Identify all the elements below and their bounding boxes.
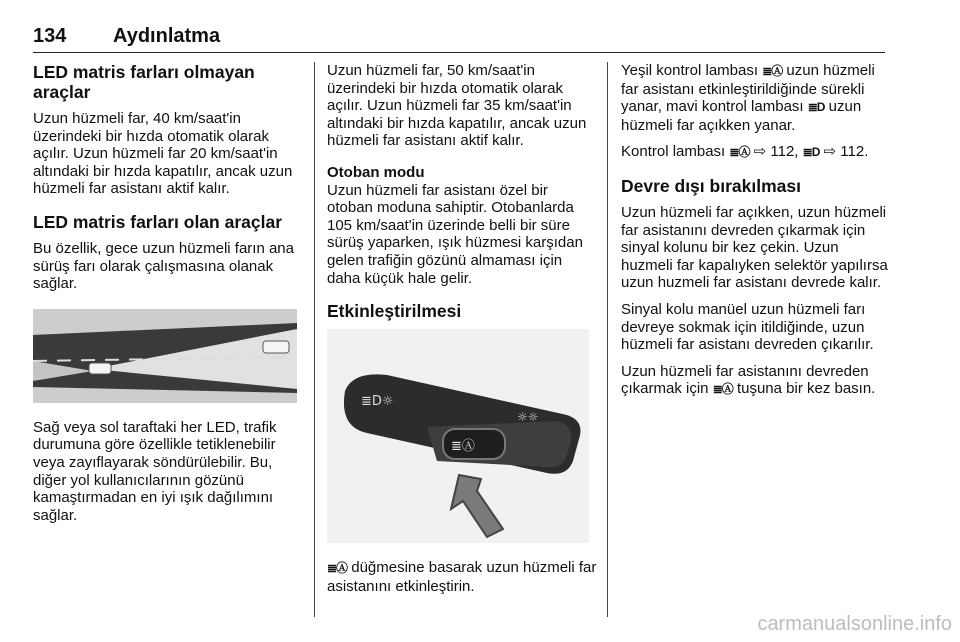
heading-led-matrix: LED matris farları olan araçlar bbox=[33, 211, 282, 232]
page-reference-link[interactable]: 112. bbox=[840, 143, 869, 161]
text-span: düğmesine basarak uzun hüzmeli far asistanını etkinleştirin. bbox=[327, 559, 597, 595]
high-beam-indicator-icon: ≣D bbox=[802, 145, 820, 160]
assist-button-icon: ≣Ⓐ bbox=[327, 561, 348, 576]
assist-indicator-icon: ≣Ⓐ bbox=[762, 64, 783, 78]
paragraph: Sağ veya sol taraftaki her LED, trafik durumuna göre özellikle tetiklenebilir veya zayıflayarak söndürülebilir. Bu, diğer yol kullanıcılarının gözünü kamaştırmadan en iyi ışık dağılımını sağlar. bbox=[33, 418, 277, 524]
high-beam-indicator-icon: ≣D bbox=[807, 100, 825, 115]
paragraph: Uzun hüzmeli far, 50 km/saat'in üzerindeki bir hızda otomatik olarak açılır. Uzun hüzmeli far 35 km/saat'in altındaki bir hızda kapatılır, ancak uzun hüzmeli far asistanı aktif kalır. bbox=[327, 62, 587, 150]
page-reference-icon: ⇨ bbox=[823, 143, 837, 161]
road-illustration bbox=[33, 309, 297, 403]
paragraph: Uzun hüzmeli far, 40 km/saat'in üzerindeki bir hızda otomatik olarak açılır. Uzun hüzmeli far 20 km/saat'in altındaki bir hızda kapatılır, ancak uzun hüzmeli far asistanı aktif kalır. bbox=[33, 110, 293, 198]
page-reference-link[interactable]: 112, bbox=[770, 143, 799, 161]
heading-non-led-matrix: LED matris farları olmayan araçlar bbox=[33, 62, 255, 102]
paragraph bbox=[621, 143, 891, 162]
text-span: tuşuna bir kez basın. bbox=[736, 380, 876, 398]
paragraph: Sinyal kolu manüel uzun hüzmeli farı devreye sokmak için itildiğinde, uzun hüzmeli far asistanı devreden çıkarılır. bbox=[621, 300, 874, 354]
paragraph bbox=[621, 62, 891, 134]
signal-stalk-illustration bbox=[327, 329, 589, 543]
heading-devre-disi: Devre dışı bırakılması bbox=[621, 175, 801, 196]
assist-indicator-icon: ≣Ⓐ bbox=[729, 145, 750, 160]
heading-etkinlestirilmesi: Etkinleştirilmesi bbox=[327, 301, 462, 322]
paragraph: Uzun hüzmeli far asistanı özel bir otoban moduna sahiptir. Otobanlarda 105 km/saat'in üzerinde belli bir süre sürüş yaparken, ışık hüzmesi karşıdan gelen trafiğin gözünü almaması için daha küçük hale gelir. bbox=[327, 181, 583, 287]
text-span: Kontrol lambası bbox=[621, 143, 726, 161]
section-title: Aydınlatma bbox=[113, 25, 221, 47]
text-span: Yeşil kontrol lambası bbox=[621, 62, 759, 79]
column-3 bbox=[621, 62, 891, 408]
svg-text:≣D☼: ≣D☼ bbox=[361, 394, 394, 410]
page-reference-icon: ⇨ bbox=[753, 143, 767, 161]
paragraph bbox=[327, 559, 597, 595]
column-divider-1 bbox=[314, 62, 315, 617]
page-number: 134 bbox=[33, 25, 67, 47]
svg-text:≣Ⓐ: ≣Ⓐ bbox=[451, 439, 475, 455]
road-beam-illustration bbox=[33, 309, 297, 403]
svg-text:☼☼: ☼☼ bbox=[517, 410, 539, 425]
assist-button-icon: ≣Ⓐ bbox=[712, 382, 733, 397]
watermark: carmanualsonline.info bbox=[757, 613, 952, 635]
paragraph bbox=[621, 363, 891, 399]
page-header bbox=[33, 22, 885, 53]
stalk-button-illustration bbox=[327, 329, 589, 543]
text-span: Uzun hüzmeli far asistanını devreden çıkarmak için bbox=[621, 362, 869, 398]
text-span: uzun hüzmeli far açıkken yanar. bbox=[621, 98, 862, 134]
paragraph: Uzun hüzmeli far açıkken, uzun hüzmeli far asistanını devreden çıkarmak için sinyal kolunu bir kez çekin. Uzun huzmeli far kapalıyken selektör yapılırsa uzun huzmeli far asistanı devrede kalır. bbox=[621, 203, 888, 292]
heading-otoban-modu: Otoban modu bbox=[327, 163, 425, 181]
column-divider-2 bbox=[607, 62, 608, 617]
column-2 bbox=[327, 62, 597, 604]
text-span: uzun hüzmeli far asistanı etkinleştirildiğinde sürekli yanar, mavi kontrol lambası bbox=[621, 62, 875, 116]
column-1 bbox=[33, 62, 301, 533]
paragraph: Bu özellik, gece uzun hüzmeli farın ana sürüş farı olarak çalışmasına olanak sağlar. bbox=[33, 239, 294, 293]
